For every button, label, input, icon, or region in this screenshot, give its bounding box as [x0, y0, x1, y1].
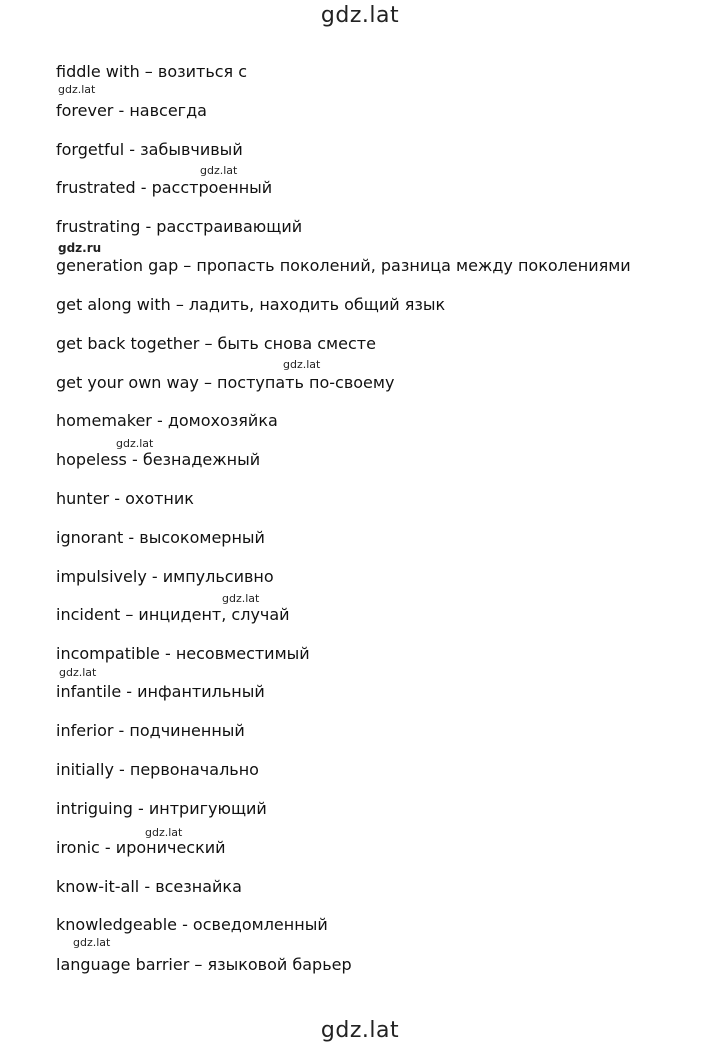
inline-watermark: gdz.lat	[200, 164, 238, 177]
inline-watermark: gdz.lat	[59, 666, 97, 679]
vocab-entry: frustrating - расстраивающий	[56, 217, 303, 236]
vocab-entry: initially - первоначально	[56, 760, 259, 779]
vocab-entry: forever - навсегда	[56, 101, 207, 120]
inline-watermark: gdz.lat	[222, 592, 260, 605]
vocab-entry: homemaker - домохозяйка	[56, 411, 278, 430]
vocab-entry: knowledgeable - осведомленный	[56, 915, 328, 934]
inline-watermark: gdz.lat	[58, 83, 96, 96]
vocab-entry: get back together – быть снова сместе	[56, 334, 376, 353]
vocab-entry: hopeless - безнадежный	[56, 450, 261, 469]
vocab-entry: know-it-all - всезнайка	[56, 877, 242, 896]
vocab-entry: get along with – ладить, находить общий язык	[56, 295, 446, 314]
inline-watermark: gdz.lat	[145, 826, 183, 839]
vocab-entry: hunter - охотник	[56, 489, 194, 508]
vocab-entry: ironic - иронический	[56, 838, 226, 857]
inline-watermark: gdz.ru	[58, 241, 102, 255]
inline-watermark: gdz.lat	[73, 936, 111, 949]
vocab-entry: language barrier – языковой барьер	[56, 955, 352, 974]
vocab-entry: intriguing - интригующий	[56, 799, 267, 818]
vocab-entry: forgetful - забывчивый	[56, 140, 243, 159]
vocab-entry: impulsively - импульсивно	[56, 567, 274, 586]
vocab-entry: inferior - подчиненный	[56, 721, 245, 740]
site-watermark-footer: gdz.lat	[320, 1018, 400, 1043]
inline-watermark: gdz.lat	[283, 358, 321, 371]
vocab-entry: incompatible - несовместимый	[56, 644, 310, 663]
vocab-entry: infantile - инфантильный	[56, 682, 265, 701]
vocab-entry: generation gap – пропасть поколений, разница между поколениями	[56, 256, 631, 275]
vocab-entry: fiddle with – возиться с	[56, 62, 248, 81]
vocab-entry: incident – инцидент, случай	[56, 605, 290, 624]
vocab-entry: frustrated - расстроенный	[56, 178, 273, 197]
vocab-entry: get your own way – поступать по-своему	[56, 373, 395, 392]
site-watermark-header: gdz.lat	[320, 3, 400, 28]
vocab-entry: ignorant - высокомерный	[56, 528, 265, 547]
inline-watermark: gdz.lat	[116, 437, 154, 450]
